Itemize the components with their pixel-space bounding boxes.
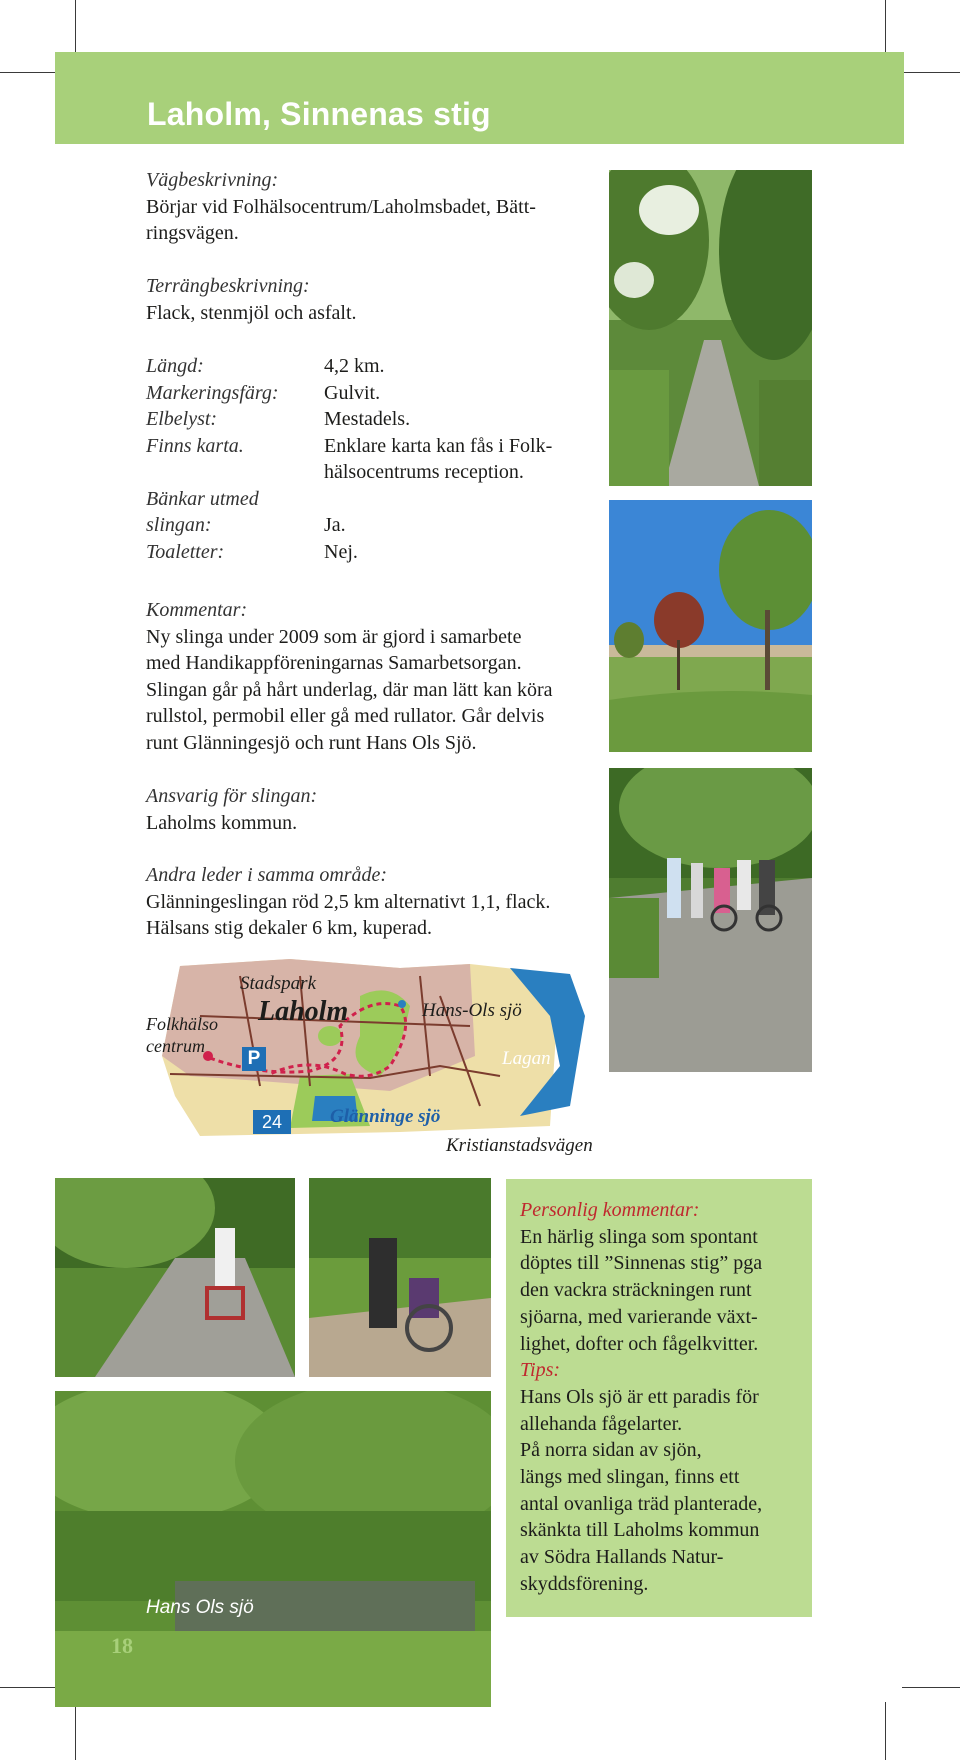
spec-key: Toaletter: — [146, 540, 225, 563]
other-trails-label: Andra leder i samma område: — [146, 864, 388, 886]
page-title: Laholm, Sinnenas stig — [147, 96, 491, 132]
spec-row — [146, 433, 594, 460]
terrain-text: Flack, stenmjöl och asfalt. — [146, 301, 357, 324]
personal-line: lighet, dofter och fågelkvitter. — [520, 1332, 759, 1355]
spec-row — [146, 539, 594, 566]
comment-line: med Handikappföreningarnas Samarbetsorgan. — [146, 652, 522, 674]
map-label-glanninge: Glänninge sjö — [330, 1106, 441, 1127]
route-line: ringsvägen. — [146, 222, 239, 244]
map-label-stadspark: Stadspark — [240, 973, 316, 994]
tips-line: Hans Ols sjö är ett paradis för — [520, 1385, 759, 1408]
meadow-trees-photo — [609, 500, 812, 752]
spec-row — [146, 459, 594, 486]
crop-mark — [0, 1687, 58, 1688]
parking-icon — [242, 1047, 266, 1071]
map-label-kristianstad: Kristianstadsvägen — [446, 1135, 593, 1156]
parking-label: P — [247, 1048, 261, 1069]
comment-line: runt Glänningesjö och runt Hans Ols Sjö. — [146, 731, 477, 754]
map-label-town: Laholm — [258, 996, 349, 1027]
crop-mark — [885, 0, 886, 58]
trail-path-photo — [609, 170, 812, 486]
spec-value: hälsocentrums reception. — [324, 461, 524, 483]
terrain-section — [146, 273, 586, 326]
spec-value: 4,2 km. — [324, 355, 385, 377]
crop-mark — [902, 1687, 960, 1688]
spec-value: Nej. — [324, 540, 358, 563]
personal-line: döptes till ”Sinnenas stig” pga — [520, 1252, 763, 1275]
other-trails-section — [146, 862, 606, 942]
crop-mark — [75, 1702, 76, 1760]
spec-row — [146, 406, 594, 433]
wheelchair-photo — [309, 1178, 491, 1377]
terrain-label: Terrängbeskrivning: — [146, 275, 310, 297]
map-label-hans-ols: Hans-Ols sjö — [422, 1000, 522, 1021]
spec-row — [146, 380, 594, 407]
spec-key: Längd: — [146, 355, 204, 377]
walker-photo — [55, 1178, 295, 1377]
spec-table — [146, 353, 594, 565]
tips-line: allehanda fågelarter. — [520, 1412, 683, 1435]
tips-line: skyddsförening. — [520, 1572, 649, 1595]
tips-line: skänkta till Laholms kommun — [520, 1519, 760, 1542]
spec-value: Gulvit. — [324, 381, 381, 404]
spec-value: Ja. — [324, 514, 346, 536]
tips-line: antal ovanliga träd planterade, — [520, 1492, 763, 1515]
spec-value — [324, 486, 594, 513]
tips-line: På norra sidan av sjön, — [520, 1439, 702, 1462]
responsible-label: Ansvarig för slingan: — [146, 785, 318, 807]
tips-line: längs med slingan, finns ett — [520, 1466, 740, 1489]
comment-line: rullstol, permobil eller gå med rullator. Går delvis — [146, 705, 545, 727]
page-number: 18 — [111, 1633, 133, 1658]
spec-value: Enklare karta kan fås i Folk- — [324, 434, 553, 457]
map-label-folkhalso: Folkhälso — [146, 1014, 218, 1034]
route-section — [146, 167, 586, 247]
personal-comment-box — [506, 1179, 812, 1617]
personal-line: den vackra sträckningen runt — [520, 1279, 752, 1302]
spec-key: slingan: — [146, 514, 212, 536]
personal-comment-label: Personlig kommentar: — [520, 1199, 700, 1221]
comment-section — [146, 597, 606, 756]
road-sign — [253, 1110, 291, 1134]
spec-key: Elbelyst: — [146, 408, 218, 430]
comment-line: Slingan går på hårt underlag, där man lätt kan köra — [146, 678, 553, 701]
title-banner — [55, 52, 904, 144]
tips-line: av Södra Hallands Natur- — [520, 1546, 724, 1569]
responsible-section — [146, 783, 586, 836]
other-trails-line: Glänningeslingan röd 2,5 km alternativt 1,1, flack. — [146, 890, 551, 913]
spec-key — [146, 459, 324, 486]
responsible-text: Laholms kommun. — [146, 811, 298, 834]
spec-row — [146, 353, 594, 380]
personal-line: sjöarna, med varierande växt- — [520, 1305, 758, 1328]
spec-key: Markeringsfärg: — [146, 381, 279, 404]
tips-label: Tips: — [520, 1359, 561, 1382]
crop-mark — [0, 72, 58, 73]
group-walking-photo — [609, 768, 812, 1072]
comment-line: Ny slinga under 2009 som är gjord i samarbete — [146, 625, 522, 648]
crop-mark — [902, 72, 960, 73]
route-label: Vägbeskrivning: — [146, 169, 279, 191]
photo-caption: Hans Ols sjö — [146, 1597, 254, 1618]
crop-mark — [885, 1702, 886, 1760]
crop-mark — [75, 0, 76, 58]
other-trails-line: Hälsans stig dekaler 6 km, kuperad. — [146, 917, 433, 939]
road-number: 24 — [261, 1112, 283, 1132]
map-label-centrum: centrum — [146, 1036, 205, 1056]
spec-key: Finns karta. — [146, 434, 244, 457]
lake-photo — [55, 1391, 491, 1707]
personal-line: En härlig slinga som spontant — [520, 1225, 758, 1248]
comment-label: Kommentar: — [146, 599, 248, 621]
spec-row — [146, 486, 594, 513]
route-line: Börjar vid Folhälsocentrum/Laholmsbadet, Bätt- — [146, 195, 536, 218]
spec-row — [146, 512, 594, 539]
map-label-lagan: Lagan — [502, 1048, 551, 1069]
spec-key: Bänkar utmed — [146, 487, 259, 510]
spec-value: Mestadels. — [324, 408, 411, 430]
